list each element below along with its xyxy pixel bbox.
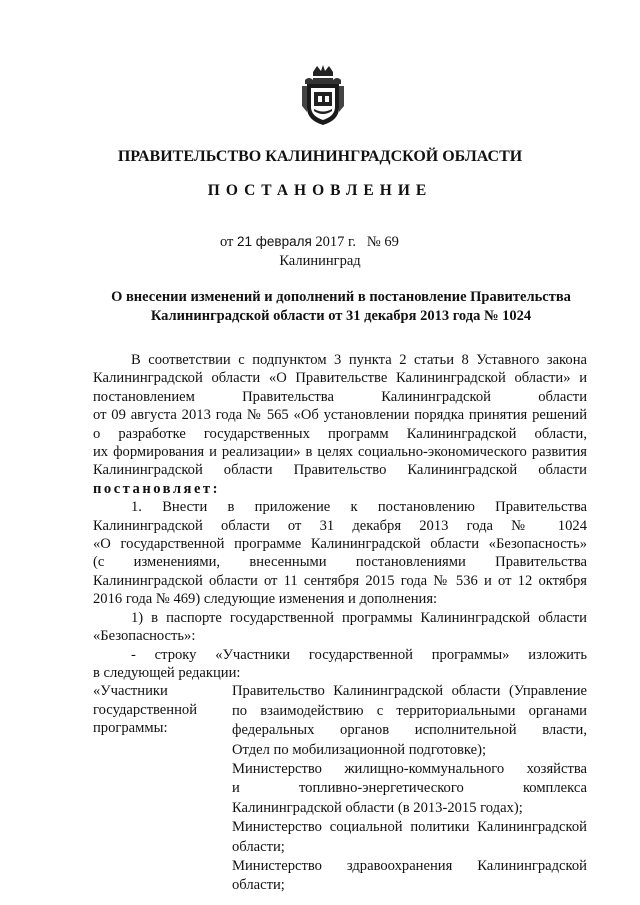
participant-line: Министерство социальной политики Калининградской xyxy=(232,819,587,836)
dash-item-line: - строку «Участники государственной программы» изложить xyxy=(131,646,587,663)
item1-line: (с изменениями, внесенными постановлениями Правительства xyxy=(93,554,587,571)
participant-line: области; xyxy=(232,877,285,894)
participants-label: «Участники государственной программы: xyxy=(93,683,198,737)
subitem1-line: 1) в паспорте государственной программы Калининградской области xyxy=(131,609,587,626)
participant-line: Министерство здравоохранения Калининградской xyxy=(232,857,587,874)
item1-line: 2016 года № 469) следующие изменения и дополнения: xyxy=(93,591,438,608)
preamble-line: от 09 августа 2013 года № 565 «Об установлении порядка принятия решений xyxy=(93,407,587,424)
date-line xyxy=(220,234,399,251)
item1-line: Калининградской области от 31 декабря 2013 года № 1024 xyxy=(93,517,587,534)
participant-line: Министерство жилищно-коммунального хозяйства xyxy=(232,760,587,777)
document-type: ПОСТАНОВЛЕНИЕ xyxy=(207,182,433,199)
document-number: № 69 xyxy=(366,234,399,250)
subitem1-line: «Безопасность»: xyxy=(93,628,196,645)
preamble-line: о разработке государственных программ Калининградской области, xyxy=(93,425,587,442)
participant-line: области; xyxy=(232,838,285,855)
preamble-line: их формирования и реализации» в целях социально-экономического развития xyxy=(93,444,587,461)
participants-list xyxy=(232,682,587,895)
item1-line: «О государственной программе Калининградской области «Безопасность» xyxy=(93,536,587,553)
subject-title: О внесении изменений и дополнений в постановление Правительства Калининградской области от 31 декабря 2013 года № 1024 xyxy=(111,289,571,324)
preamble-line: Калининградской области «О Правительстве Калининградской области» и xyxy=(93,370,587,387)
organization-title: ПРАВИТЕЛЬСТВО КАЛИНИНГРАДСКОЙ ОБЛАСТИ xyxy=(117,148,523,165)
decree-word: постановляет: xyxy=(93,480,220,497)
date-prefix: от xyxy=(220,234,234,250)
preamble-line: В соответствии с подпунктом 3 пункта 2 статьи 8 Уставного закона xyxy=(131,352,587,368)
participant-line: и топливно-энергетического комплекса xyxy=(232,780,587,797)
participant-line: федеральных органов исполнительной власти, xyxy=(232,722,587,739)
item1-line: Калининградской области от 11 сентября 2015 года № 536 и от 12 октября xyxy=(93,572,587,589)
date-value: 21 февраля xyxy=(237,234,312,249)
document-body xyxy=(93,351,587,896)
coat-of-arms-emblem xyxy=(299,62,347,128)
dash-item-line: в следующей редакции: xyxy=(93,664,241,681)
city: Калининград xyxy=(279,253,361,269)
preamble-line: Калининградской области Правительство Калининградской области xyxy=(93,462,587,479)
participant-line: Калининградской области (в 2013-2015 годах); xyxy=(232,799,523,816)
participants-table xyxy=(93,682,587,895)
participant-line: Отдел по мобилизационной подготовке); xyxy=(232,741,487,758)
item1-line: 1. Внести в приложение к постановлению Правительства xyxy=(131,499,587,516)
preamble-line: постановлением Правительства Калининградской области xyxy=(93,388,587,405)
date-year: 2017 г. xyxy=(315,234,356,250)
participant-line: по взаимодействию с территориальными органами xyxy=(232,702,587,719)
participant-line: Правительство Калининградской области (Управление xyxy=(232,683,587,700)
